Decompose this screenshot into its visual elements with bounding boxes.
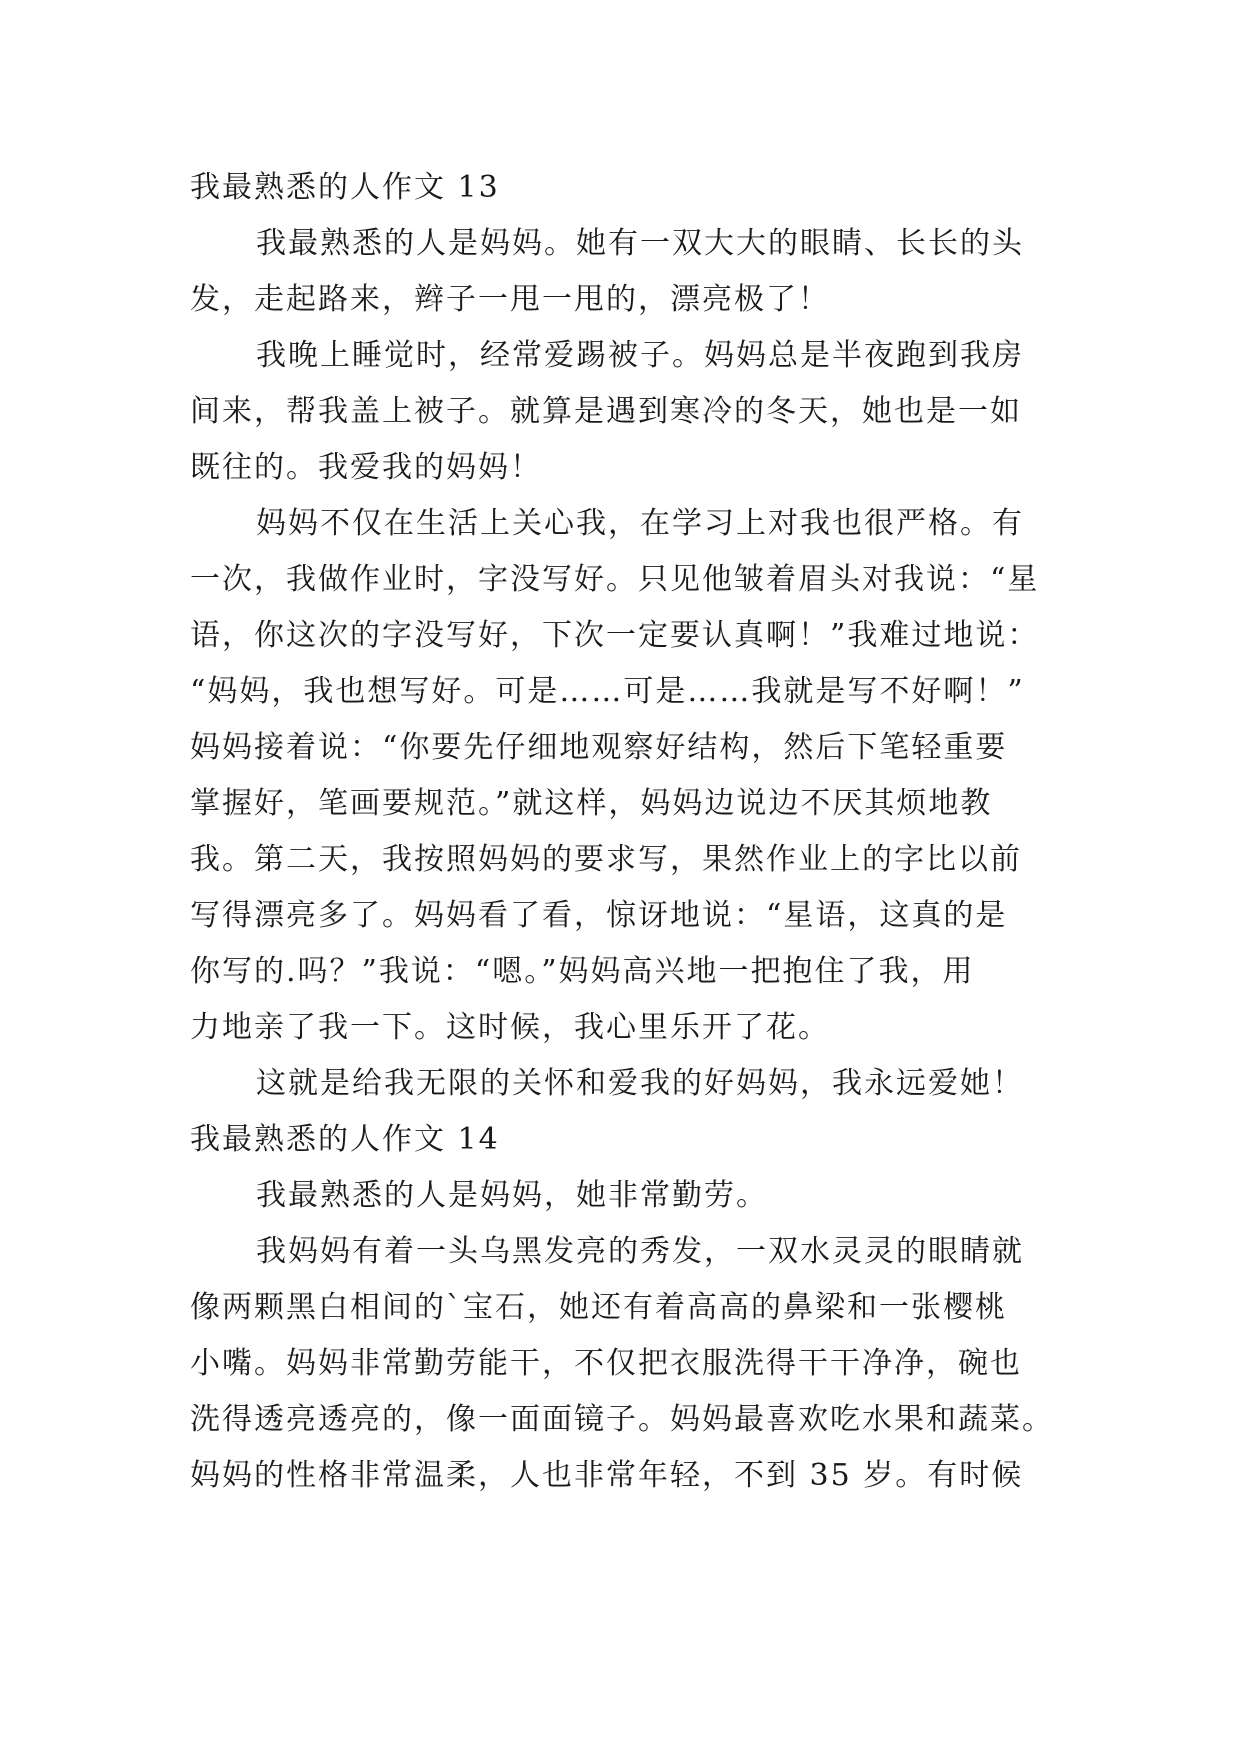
- paragraph-line: 语，你这次的字没写好，下次一定要认真啊！”我难过地说：: [190, 618, 1040, 653]
- paragraph-line: 妈妈接着说：“你要先仔细地观察好结构，然后下笔轻重要: [190, 730, 1008, 765]
- paragraph-line: 妈妈的性格非常温柔，人也非常年轻，不到 35 岁。有时候: [190, 1458, 1024, 1493]
- paragraph-line: 我晚上睡觉时，经常爱踢被子。妈妈总是半夜跑到我房: [256, 338, 1024, 373]
- document-body: [190, 160, 1090, 1504]
- paragraph-line: 妈妈不仅在生活上关心我，在学习上对我也很严格。有: [256, 506, 1024, 541]
- paragraph-line: 既往的。我爱我的妈妈！: [190, 450, 542, 485]
- paragraph-line: 掌握好，笔画要规范。”就这样，妈妈边说边不厌其烦地教: [190, 786, 993, 821]
- essay-title-14: 我最熟悉的人作文 14: [190, 1122, 500, 1157]
- paragraph-line: 我妈妈有着一头乌黑发亮的秀发，一双水灵灵的眼睛就: [256, 1234, 1024, 1269]
- paragraph-line: 我最熟悉的人是妈妈。她有一双大大的眼睛、长长的头: [256, 226, 1024, 261]
- paragraph-line: 力地亲了我一下。这时候，我心里乐开了花。: [190, 1010, 830, 1045]
- paragraph-line: 你写的.吗？”我说：“嗯。”妈妈高兴地一把抱住了我，用: [190, 954, 975, 989]
- paragraph-line: 这就是给我无限的关怀和爱我的好妈妈，我永远爱她！: [256, 1066, 1024, 1101]
- paragraph-line: 间来，帮我盖上被子。就算是遇到寒冷的冬天，她也是一如: [190, 394, 1022, 429]
- paragraph-line: 我最熟悉的人是妈妈，她非常勤劳。: [256, 1178, 768, 1213]
- paragraph-line: 一次，我做作业时，字没写好。只见他皱着眉头对我说：“星: [190, 562, 1040, 597]
- paragraph-line: 洗得透亮透亮的，像一面面镜子。妈妈最喜欢吃水果和蔬菜。: [190, 1402, 1054, 1437]
- paragraph-line: 像两颗黑白相间的`宝石，她还有着高高的鼻梁和一张樱桃: [190, 1290, 1007, 1325]
- essay-title-13: 我最熟悉的人作文 13: [190, 170, 500, 205]
- paragraph-line: 小嘴。妈妈非常勤劳能干，不仅把衣服洗得干干净净，碗也: [190, 1346, 1022, 1381]
- paragraph-line: 发，走起路来，辫子一甩一甩的，漂亮极了！: [190, 282, 830, 317]
- paragraph-line: 我。第二天，我按照妈妈的要求写，果然作业上的字比以前: [190, 842, 1022, 877]
- paragraph-line: 写得漂亮多了。妈妈看了看，惊讶地说：“星语，这真的是: [190, 898, 1008, 933]
- paragraph-line: “妈妈，我也想写好。可是……可是……我就是写不好啊！”: [190, 674, 1025, 709]
